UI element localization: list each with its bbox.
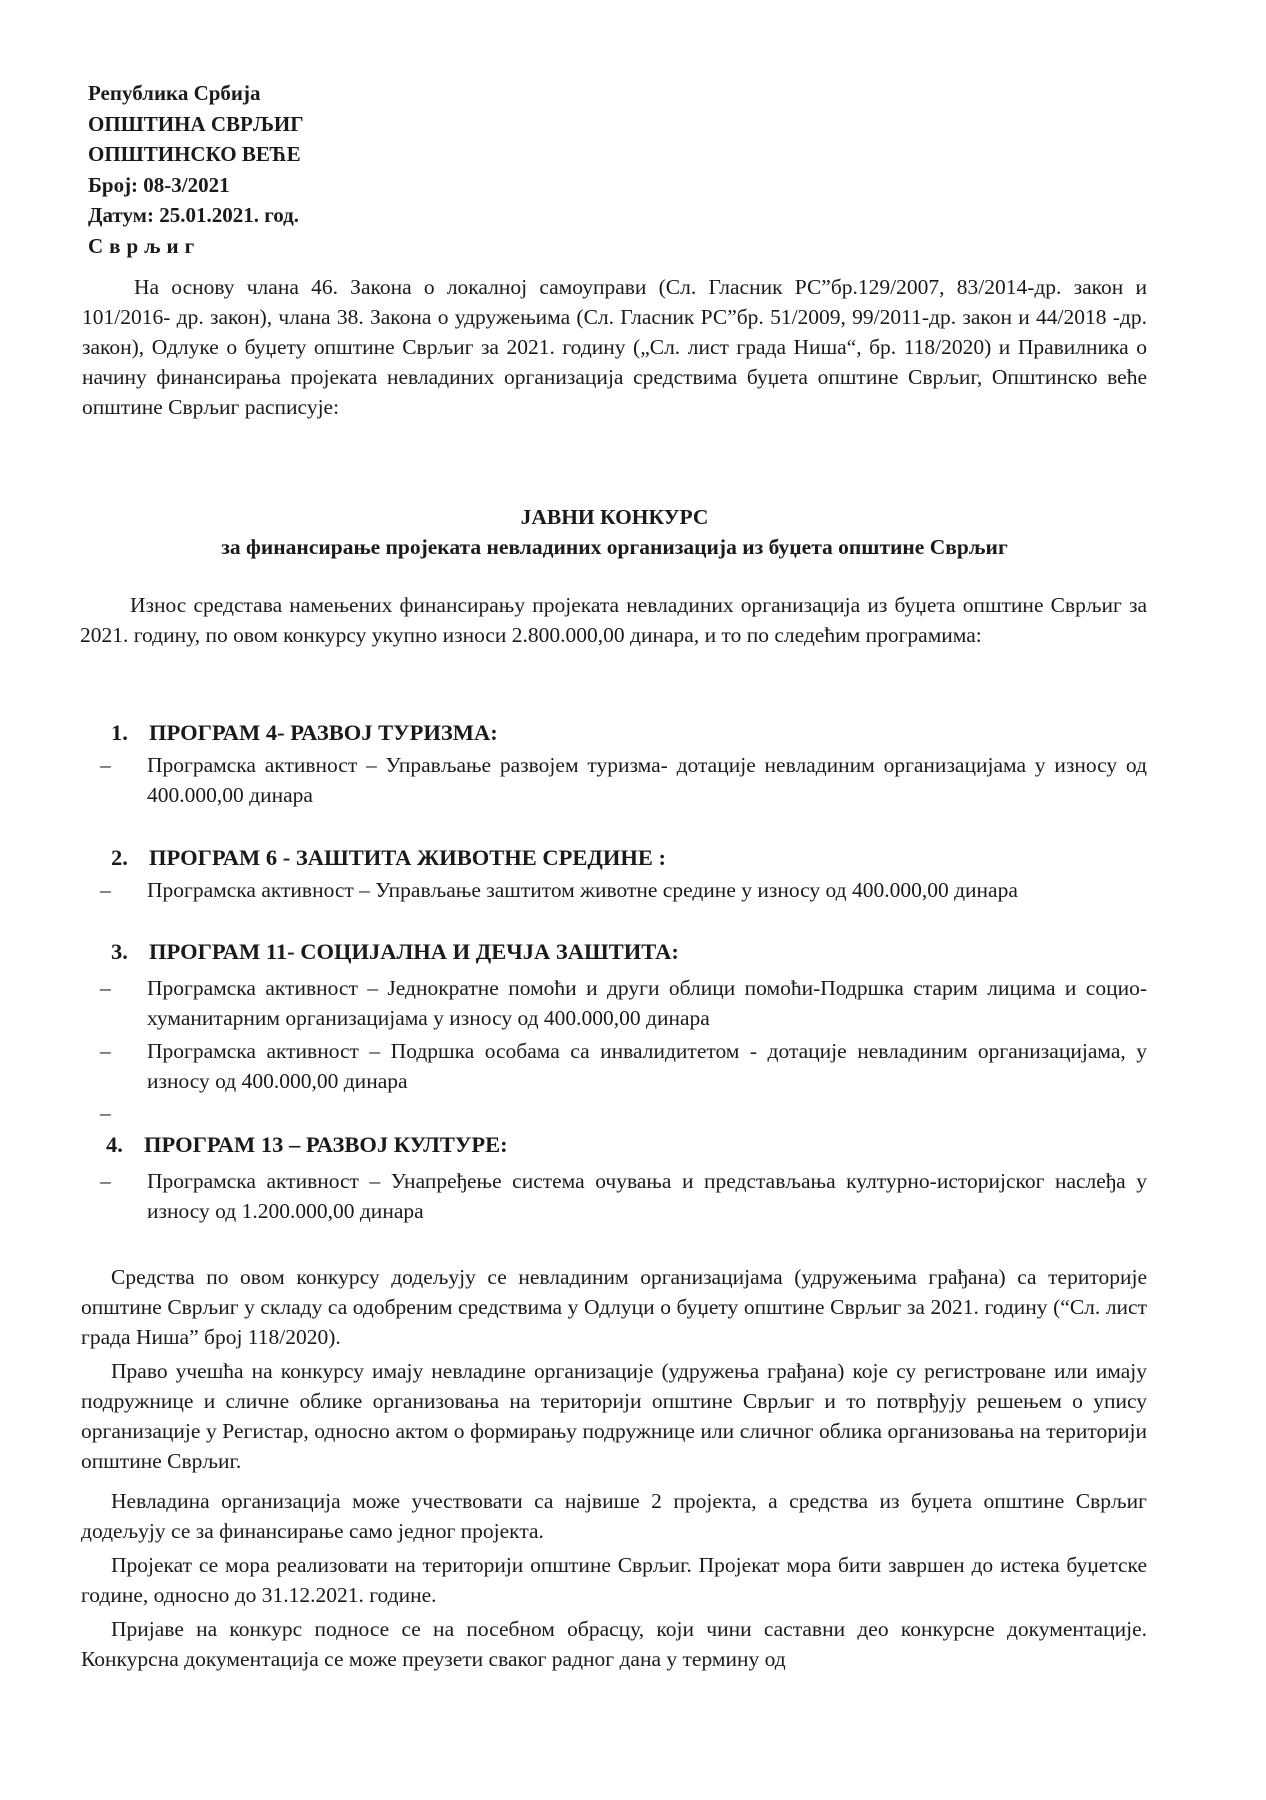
paragraph-eligibility: Право учешћа на конкурсу имају невладине организације (удружења грађана) које су регистроване или имају подружнице и сличне облике организовања на територији општине Сврљиг и то потврђују решењем о упису организације у Регистар, односно актом о формирању подружнице или сличног облика организовања на територији општине Сврљиг. <box>81 1359 1147 1473</box>
program-3-item-1 <box>100 973 1147 1033</box>
program-activity: Програмска активност – Једнократне помоћи и други облици помоћи-Подршка старим лицима и социо-хуманитарним организацијама у износу од 400.000,00 динара <box>147 976 1147 1030</box>
list-dash: – <box>100 878 111 902</box>
title-sub: за финансирање пројеката невладиних организација из буџета општине Сврљиг <box>221 535 1008 559</box>
program-1-heading <box>111 718 498 748</box>
program-activity: Програмска активност – Управљање заштитом животне средине у износу од 400.000,00 динара <box>147 878 1018 902</box>
paragraph-applications: Пријаве на конкурс подносе се на посебном обрасцу, који чини саставни део конкурсне документације. Конкурсна документација се може преузети сваког радног дана у термину од <box>81 1617 1147 1671</box>
program-number: 3. <box>111 939 128 964</box>
program-4-heading <box>106 1130 508 1160</box>
document-title <box>82 502 1147 562</box>
program-3-item-2 <box>100 1036 1147 1096</box>
program-activity: Програмска активност – Управљање развојем туризма- дотације невладиним организацијама у износу од 400.000,00 динара <box>147 753 1147 807</box>
list-dash: – <box>100 1169 111 1193</box>
summary-paragraph: Износ средстава намењених финансирању пројеката невладиних организација из буџета општине Сврљиг за 2021. годину, по овом конкурсу укупно износи 2.800.000,00 динара, и то по следећим програмима: <box>80 593 1147 647</box>
header-number: Број: 08-3/2021 <box>88 172 230 197</box>
header-council: ОПШТИНСКО ВЕЋЕ <box>88 142 301 166</box>
program-activity: Програмска активност – Унапређење система очувања и представљања културно-историјског наслеђа у износу од 1.200.000,00 динара <box>147 1169 1147 1223</box>
program-activity: Програмска активност – Подршка особама са инвалидитетом - дотације невладиним организацијама, у износу од 400.000,00 динара <box>147 1039 1147 1093</box>
program-title: ПРОГРАМ 4- РАЗВОЈ ТУРИЗМА: <box>149 720 498 745</box>
document-header <box>88 78 304 261</box>
intro-paragraph: На основу члана 46. Закона о локалној самоуправи (Сл. Гласник РС”бр.129/2007, 83/2014-др. закон и 101/2016- др. закон), члана 38. Закона о удружењима (Сл. Гласник РС”бр. 51/2009, 99/2011-др. закон и 44/2018 -др. закон), Одлуке о буџету општине Сврљиг за 2021. годину („Сл. лист града Ниша“, бр. 118/2020) и Правилника о начину финансирања пројеката невладиних организација средствима буџета општине Сврљиг, Општинско веће општине Сврљиг расписује: <box>82 275 1147 419</box>
title-main: ЈАВНИ КОНКУРС <box>520 505 709 529</box>
paragraph-project-limit: Невладина организација може учествовати са највише 2 пројекта, а средства из буџета општине Сврљиг додељују се за финансирање само једног пројекта. <box>81 1489 1147 1543</box>
empty-list-dash: – <box>100 1101 111 1125</box>
paragraph-implementation: Пројекат се мора реализовати на територији општине Сврљиг. Пројекат мора бити завршен до истека буџетске године, односно до 31.12.2021. године. <box>81 1553 1147 1607</box>
program-2-heading <box>111 843 666 873</box>
header-country: Република Србија <box>88 81 261 105</box>
list-dash: – <box>100 1039 111 1063</box>
list-dash: – <box>100 976 111 1000</box>
header-municipality: ОПШТИНА СВРЉИГ <box>88 111 304 136</box>
program-number: 4. <box>106 1132 123 1157</box>
program-title: ПРОГРАМ 11- СОЦИЈАЛНА И ДЕЧЈА ЗАШТИТА: <box>149 939 679 964</box>
program-3-heading <box>111 937 679 967</box>
program-title: ПРОГРАМ 6 - ЗАШТИТА ЖИВОТНЕ СРЕДИНЕ : <box>149 845 667 870</box>
header-date: Датум: 25.01.2021. год. <box>88 203 299 227</box>
program-title: ПРОГРАМ 13 – РАЗВОЈ КУЛТУРЕ: <box>144 1132 508 1157</box>
paragraph-funds: Средства по овом конкурсу додељују се невладиним организацијама (удружењима грађана) са територије општине Сврљиг у складу са одобреним средствима у Одлуци о буџету општине Сврљиг за 2021. годину (“Сл. лист града Ниша” број 118/2020). <box>81 1265 1147 1349</box>
program-1-item-1 <box>100 750 1147 810</box>
program-number: 1. <box>111 720 128 745</box>
list-dash: – <box>100 753 111 777</box>
header-city: Сврљиг <box>88 233 201 258</box>
program-number: 2. <box>111 845 128 870</box>
program-2-item-1 <box>100 875 1147 905</box>
program-4-item-1 <box>100 1166 1147 1226</box>
